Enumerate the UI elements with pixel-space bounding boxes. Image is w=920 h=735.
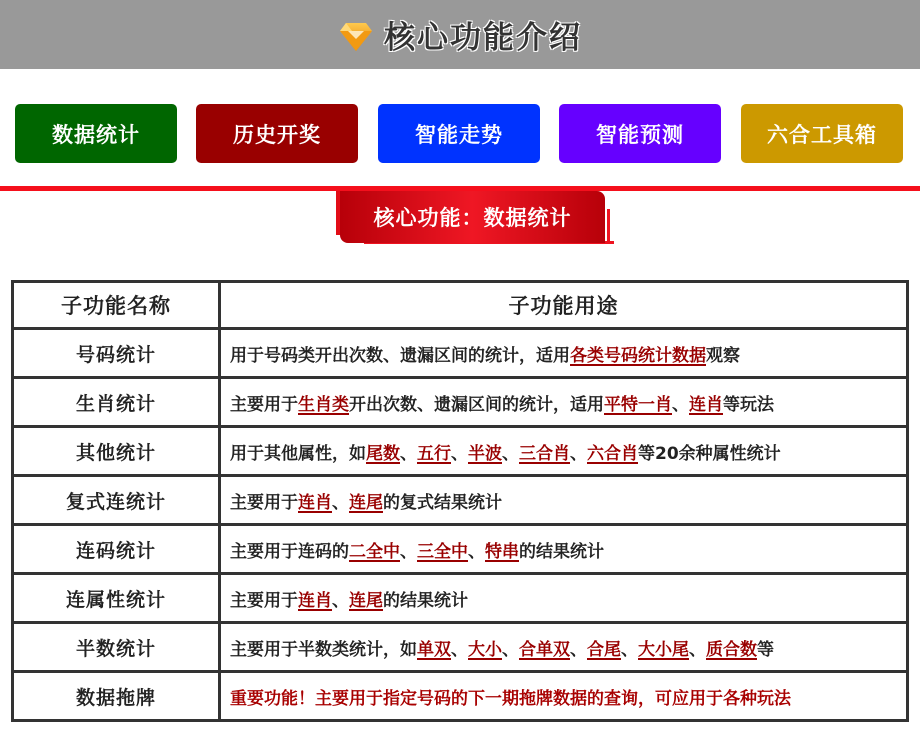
usage-text: 等玩法 xyxy=(723,394,774,415)
usage-text: 用于号码类开出次数、遗漏区间的统计，适用 xyxy=(230,345,570,366)
feature-name: 半数统计 xyxy=(13,623,220,672)
feature-usage xyxy=(220,329,908,378)
usage-text: 、 xyxy=(570,639,587,660)
usage-text: 、 xyxy=(400,443,417,464)
keyword-link[interactable]: 特串 xyxy=(485,541,519,562)
usage-text: 、 xyxy=(400,541,417,562)
usage-text: 、 xyxy=(502,639,519,660)
table-row xyxy=(13,378,908,427)
tab-shadow-right xyxy=(607,209,610,244)
usage-text: 开出次数、遗漏区间的统计，适用 xyxy=(349,394,604,415)
keyword-link[interactable]: 连尾 xyxy=(349,590,383,611)
diamond-icon xyxy=(338,17,374,53)
keyword-link[interactable]: 尾数 xyxy=(366,443,400,464)
feature-name: 复式连统计 xyxy=(13,476,220,525)
usage-text: 、 xyxy=(468,541,485,562)
keyword-link[interactable]: 平特一肖 xyxy=(604,394,672,415)
usage-text: 主要用于半数类统计，如 xyxy=(230,639,417,660)
keyword-link[interactable]: 半波 xyxy=(468,443,502,464)
feature-usage xyxy=(220,623,908,672)
table-row xyxy=(13,623,908,672)
page-title: 核心功能介绍 xyxy=(384,20,582,56)
page-header xyxy=(0,0,920,69)
keyword-link[interactable]: 连肖 xyxy=(298,590,332,611)
feature-name: 数据拖牌 xyxy=(13,672,220,721)
nav-smart-predict-button[interactable]: 智能预测 xyxy=(559,104,721,163)
usage-text: 、 xyxy=(451,639,468,660)
keyword-link[interactable]: 各类号码统计数据 xyxy=(570,345,706,366)
table-row xyxy=(13,476,908,525)
table-row xyxy=(13,427,908,476)
nav-smart-trend-button[interactable]: 智能走势 xyxy=(378,104,540,163)
table-header-row xyxy=(13,282,908,329)
section-tab xyxy=(336,191,610,251)
table-row xyxy=(13,329,908,378)
feature-usage xyxy=(220,672,908,721)
feature-name: 生肖统计 xyxy=(13,378,220,427)
keyword-link[interactable]: 合尾 xyxy=(587,639,621,660)
feature-name: 其他统计 xyxy=(13,427,220,476)
table-row xyxy=(13,574,908,623)
keyword-link[interactable]: 质合数 xyxy=(706,639,757,660)
keyword-link[interactable]: 三全中 xyxy=(417,541,468,562)
feature-usage xyxy=(220,378,908,427)
keyword-link[interactable]: 连肖 xyxy=(689,394,723,415)
usage-text: 、 xyxy=(451,443,468,464)
usage-text: 、 xyxy=(672,394,689,415)
keyword-link[interactable]: 合单双 xyxy=(519,639,570,660)
usage-text: 观察 xyxy=(706,345,740,366)
nav-data-stats-button[interactable]: 数据统计 xyxy=(15,104,177,163)
column-header-usage: 子功能用途 xyxy=(220,282,908,329)
keyword-link[interactable]: 大小尾 xyxy=(638,639,689,660)
keyword-link[interactable]: 大小 xyxy=(468,639,502,660)
usage-text: 、 xyxy=(621,639,638,660)
section-title: 核心功能：数据统计 xyxy=(340,191,605,243)
keyword-link[interactable]: 单双 xyxy=(417,639,451,660)
usage-text: 主要用于连码的 xyxy=(230,541,349,562)
usage-text: 等20余种属性统计 xyxy=(638,443,781,464)
keyword-link[interactable]: 五行 xyxy=(417,443,451,464)
feature-usage xyxy=(220,476,908,525)
column-header-name: 子功能名称 xyxy=(13,282,220,329)
main-nav xyxy=(15,104,903,163)
keyword-link[interactable]: 二全中 xyxy=(349,541,400,562)
usage-text: 主要用于 xyxy=(230,394,298,415)
keyword-link[interactable]: 生肖类 xyxy=(298,394,349,415)
feature-usage xyxy=(220,574,908,623)
usage-text: 的复式结果统计 xyxy=(383,492,502,513)
usage-text: 、 xyxy=(332,492,349,513)
feature-name: 连码统计 xyxy=(13,525,220,574)
usage-text: 、 xyxy=(332,590,349,611)
table-row xyxy=(13,672,908,721)
usage-text: 、 xyxy=(502,443,519,464)
usage-text: 主要用于 xyxy=(230,492,298,513)
highlight-text: 重要功能！主要用于指定号码的下一期拖牌数据的查询，可应用于各种玩法 xyxy=(230,688,791,709)
usage-text: 主要用于 xyxy=(230,590,298,611)
nav-toolbox-button[interactable]: 六合工具箱 xyxy=(741,104,903,163)
feature-usage xyxy=(220,427,908,476)
nav-history-draw-button[interactable]: 历史开奖 xyxy=(196,104,358,163)
keyword-link[interactable]: 连尾 xyxy=(349,492,383,513)
feature-name: 号码统计 xyxy=(13,329,220,378)
keyword-link[interactable]: 三合肖 xyxy=(519,443,570,464)
keyword-link[interactable]: 连肖 xyxy=(298,492,332,513)
usage-text: 、 xyxy=(570,443,587,464)
usage-text: 用于其他属性，如 xyxy=(230,443,366,464)
usage-text: 的结果统计 xyxy=(383,590,468,611)
usage-text: 等 xyxy=(757,639,774,660)
usage-text: 的结果统计 xyxy=(519,541,604,562)
usage-text: 、 xyxy=(689,639,706,660)
feature-table xyxy=(11,280,909,722)
table-row xyxy=(13,525,908,574)
feature-usage xyxy=(220,525,908,574)
feature-name: 连属性统计 xyxy=(13,574,220,623)
keyword-link[interactable]: 六合肖 xyxy=(587,443,638,464)
